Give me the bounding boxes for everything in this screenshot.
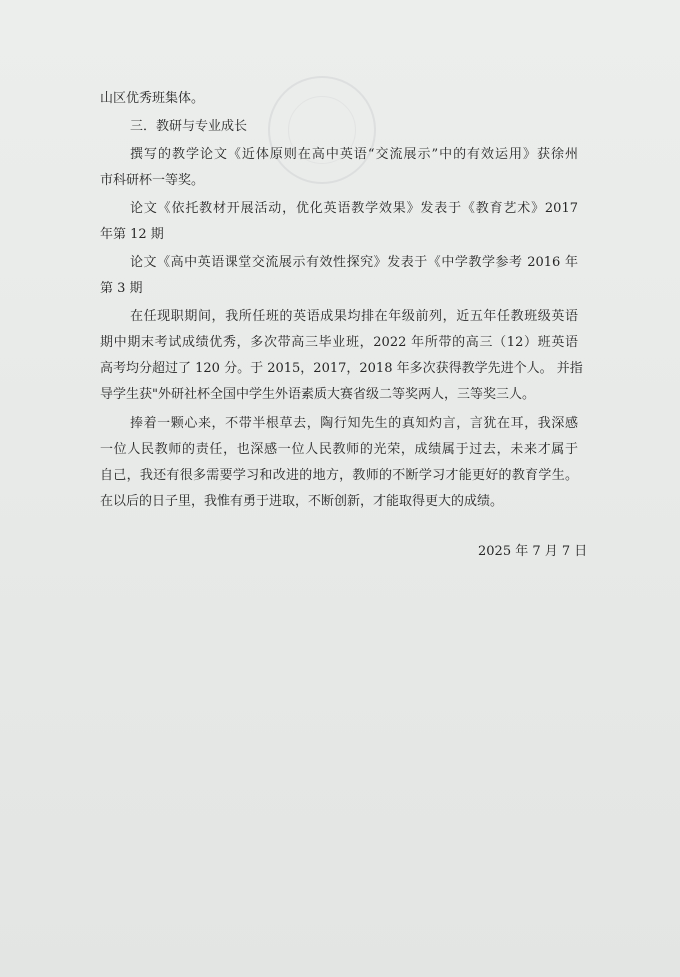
text-line: 导学生获"外研社杯全国中学生外语素质大赛省级二等奖两人，三等奖三人。 [100,387,535,402]
text-line: 一位人民教师的责任，也深感一位人民教师的光荣，成绩属于过去，未来才属于 [100,442,578,457]
text-line: 论文《依托教材开展活动，优化英语教学效果》发表于《教育艺术》2017 [130,201,578,216]
text-line: 撰写的教学论文《近体原则在高中英语“交流展示”中的有效运用》获徐州 [130,147,578,162]
text-line: 在以后的日子里，我惟有勇于进取，不断创新，才能取得更大的成绩。 [100,494,504,509]
text-line: 论文《高中英语课堂交流展示有效性探究》发表于《中学教学参考 2016 年 [130,255,578,270]
text-line: 自己，我还有很多需要学习和改进的地方，教师的不断学习才能更好的教育学生。 [100,468,578,483]
text-line: 在任现职期间，我所任班的英语成果均排在年级前列，近五年任教班级英语 [130,309,578,324]
text-line: 年第 12 期 [100,227,164,242]
text-line: 捧着一颗心来，不带半根草去，陶行知先生的真知灼言，言犹在耳，我深感 [130,416,578,431]
document-date: 2025 年 7 月 7 日 [478,544,588,559]
text-line: 期中期末考试成绩优秀，多次带高三毕业班，2022 年所带的高三（12）班英语 [100,335,578,350]
section-heading: 三．教研与专业成长 [130,119,248,134]
text-line: 市科研杯一等奖。 [100,173,205,188]
text-line: 高考均分超过了 120 分。于 2015，2017，2018 年多次获得教学先进个人。 并指 [100,361,583,376]
text-line: 第 3 期 [100,281,143,296]
text-line: 山区优秀班集体。 [100,91,205,106]
faded-seal-stamp [268,76,376,184]
